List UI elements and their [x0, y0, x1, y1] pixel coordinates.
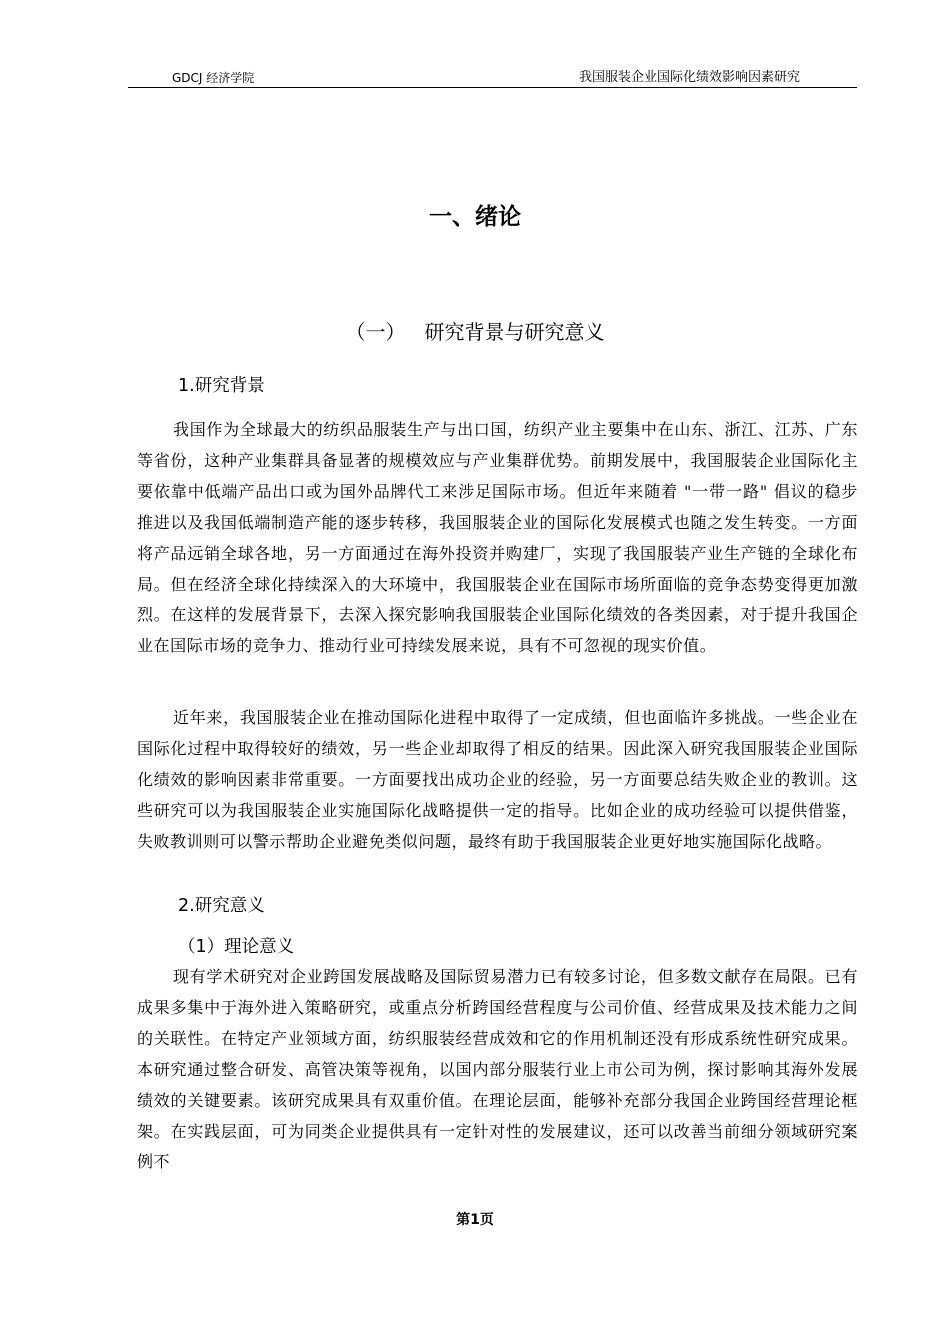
running-header-left: GDCJ 经济学院 — [172, 71, 255, 85]
subheading-research-significance: 2.研究意义 — [178, 896, 265, 916]
paragraph-background-2: 近年来，我国服装企业在推动国际化进程中取得了一定成绩，但也面临许多挑战。一些企业在国际化过程中取得较好的绩效，另一些企业却取得了相反的结果。因此深入研究我国服装企业国际化绩效的影响因素非常重要。一方面要找出成功企业的经验，另一方面要总结失败企业的教训。这些研究可以为我国服装企业实施国际化战略提供一定的指导。比如企业的成功经验可以提供借鉴，失败教训则可以警示帮助企业避免类似问题，最终有助于我国服装企业更好地实施国际化战略。 — [137, 708, 858, 851]
chapter-title: 一、绪论 — [429, 204, 521, 230]
paragraph-theoretical-significance: 现有学术研究对企业跨国发展战略及国际贸易潜力已有较多讨论，但多数文献存在局限。已有成果多集中于海外进入策略研究，或重点分析跨国经营程度与公司价值、经营成果及技术能力之间的关联性。在特定产业领域方面，纺织服装经营成效和它的作用机制还没有形成系统性研究成果。本研究通过整合研发、高管决策等视角，以国内部分服装行业上市公司为例，探讨影响其海外发展绩效的关键要素。该研究成果具有双重价值。在理论层面，能够补充部分我国企业跨国经营理论框架。在实践层面，可为同类企业提供具有一定针对性的发展建议，还可以改善当前细分领域研究案例不 — [137, 967, 858, 1172]
heading-theoretical-significance: （1）理论意义 — [178, 937, 295, 957]
section-title: （一） 研究背景与研究意义 — [345, 320, 605, 344]
page-number: 第1页 — [456, 1212, 494, 1228]
subheading-research-background: 1.研究背景 — [178, 376, 265, 396]
paragraph-background-1: 我国作为全球最大的纺织品服装生产与出口国，纺织产业主要集中在山东、浙江、江苏、广东等省份，这种产业集群具备显著的规模效应与产业集群优势。前期发展中，我国服装企业国际化主要依靠中低端产品出口或为国外品牌代工来涉足国际市场。但近年来随着 "一带一路" 倡议的稳步推进以及我国低端制造产能的逐步转移，我国服装企业的国际化发展模式也随之发生转变。一方面将产品远销全球各地，另一方面通过在海外投资并购建厂，实现了我国服装产业生产链的全球化布局。但在经济全球化持续深入的大环境中，我国服装企业在国际市场所面临的竞争态势变得更加激烈。在这样的发展背景下，去深入探究影响我国服装企业国际化绩效的各类因素，对于提升我国企业在国际市场的竞争力、推动行业可持续发展来说，具有不可忽视的现实价值。 — [137, 420, 858, 656]
running-header-right: 我国服装企业国际化绩效影响因素研究 — [578, 70, 800, 85]
header-divider — [128, 87, 857, 88]
